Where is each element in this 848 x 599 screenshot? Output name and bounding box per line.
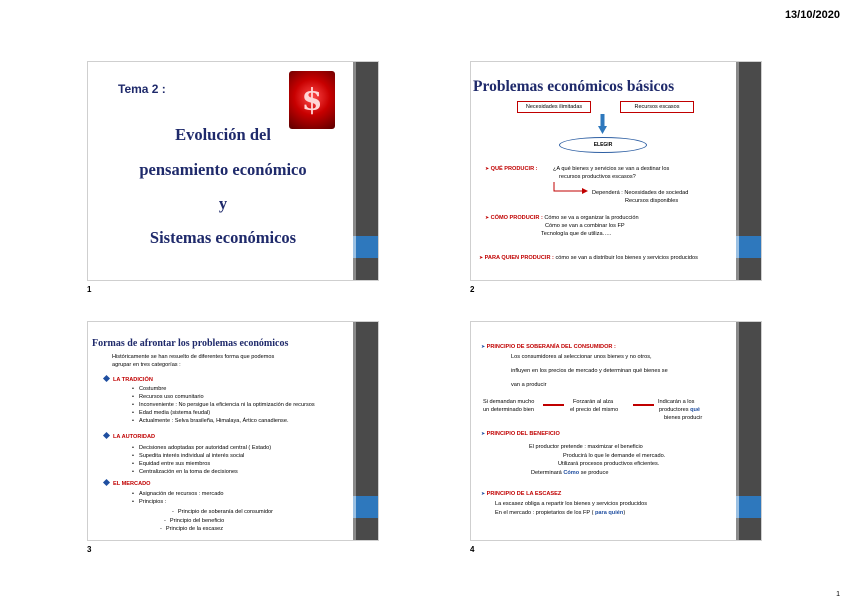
print-date: 13/10/2020: [784, 9, 840, 21]
slide-1-tema: Tema 2 :: [118, 82, 166, 96]
que-text: recursos productivos escasos?: [559, 174, 636, 180]
beneficio-text: Producirá lo que le demande el mercado.: [563, 453, 666, 459]
como-text: Cómo se va a organizar la producción: [544, 215, 639, 221]
sub-list-item: - Principio de soberanía del consumidor: [172, 508, 273, 516]
flow-step-3: bienes producir: [664, 415, 703, 421]
que-producir-label: QUÉ PRODUCIR :: [490, 166, 538, 172]
list-item: • Centralización en la toma de decisiones: [132, 469, 238, 475]
box-necesidades: Necesidades ilimitadas: [517, 101, 591, 113]
escasez-text: La escasez obliga a repartir los bienes y servicios producidos: [495, 501, 648, 507]
list-item: • Inconveniente : No persigue la eficiencia ni la optimización de recursos: [132, 402, 315, 408]
slide-number: 1: [87, 285, 92, 294]
slide-1-title-line: y: [218, 194, 228, 213]
slide-3-title: Formas de afrontar los problemas económicos: [92, 338, 289, 349]
diamond-bullet-icon: [103, 479, 110, 486]
dollar-logo-icon: $: [289, 71, 335, 129]
page-number: 1: [836, 591, 840, 598]
para-text: cómo se van a distribuir los bienes y servicios producidos: [555, 255, 698, 261]
heading-mercado: EL MERCADO: [113, 481, 151, 487]
slide-1-title-line: pensamiento económico: [139, 160, 307, 179]
flow-step-1: un determinado bien: [483, 407, 535, 413]
slide-accent: [739, 236, 761, 258]
slide-1-title-line: Evolución del: [175, 125, 271, 144]
beneficio-text: Utilizará procesos productivos eficientes.: [558, 461, 660, 467]
elegir-ellipse: ELEGIR: [559, 137, 647, 153]
para-quien-label: PARA QUIEN PRODUCIR :: [484, 255, 554, 261]
list-item: • Asignación de recursos : mercado: [132, 491, 224, 497]
heading-escasez: PRINCIPIO DE LA ESCASEZ: [486, 491, 562, 497]
beneficio-highlight: Cómo: [563, 470, 580, 476]
soberania-text: van a producir: [511, 382, 547, 388]
heading-soberania: PRINCIPIO DE SOBERANÍA DEL CONSUMIDOR :: [486, 344, 616, 350]
list-item: • Supedita interés individual al interés social: [132, 453, 244, 459]
flow-step-3: Indicarán a los: [658, 399, 695, 405]
list-item: • Actualmente : Selva brasileña, Himalaya, Ártico canadiense.: [132, 418, 289, 424]
diamond-bullet-icon: [103, 432, 110, 439]
beneficio-text: El productor pretende : maximizar el beneficio: [529, 444, 643, 450]
box-recursos: Recursos escasos: [620, 101, 694, 113]
slide-number: 4: [470, 545, 475, 554]
flow-step-3: productores: [659, 407, 691, 413]
flow-connector: [543, 404, 564, 406]
list-item: • Principios :: [132, 499, 166, 505]
heading-autoridad: LA AUTORIDAD: [113, 434, 156, 440]
list-item: • Equidad entre sus miembros: [132, 461, 210, 467]
right-arrow-icon: [553, 182, 589, 196]
slide-accent: [739, 496, 761, 518]
escasez-highlight: para quién: [595, 510, 624, 516]
como-text: Tecnología que de utiliza…..: [541, 231, 612, 237]
slide-3: [87, 321, 379, 541]
escasez-text: En el mercado : propietarios de los FP (: [495, 510, 596, 516]
flow-connector: [633, 404, 654, 406]
intro-text: agrupar en tres categorías :: [112, 362, 181, 368]
como-producir-label: CÓMO PRODUCIR :: [490, 215, 543, 221]
list-item: • Costumbre: [132, 386, 166, 392]
flow-step-1: Si demandan mucho: [483, 399, 535, 405]
slide-1: [87, 61, 379, 281]
diamond-bullet-icon: [103, 375, 110, 382]
sub-list-item: - Principio del beneficio: [164, 517, 224, 525]
slide-number: 2: [470, 285, 475, 294]
list-item: • Edad media (sistema feudal): [132, 410, 210, 416]
beneficio-text: se produce: [579, 470, 609, 476]
list-item: • Recursos uso comunitario: [132, 394, 204, 400]
heading-tradicion: LA TRADICIÓN: [113, 377, 153, 383]
slide-4: ➤ PRINCIPIO DE SOBERANÍA DEL CONSUMIDOR : Los consumidores al seleccionar unos bienes y no otros, influyen en los precios de mercado y determinan qué bienes se van a producir Si demandan mucho un determinado bien Forzarán al alza el precio del mismo Indicarán a los productores qué bienes producir ➤ PRINCIPIO DEL BENEFICIO El productor pretende : maximizar el beneficio Producirá lo que le demande el mercado. Utilizará procesos productivos eficientes. Determinará Cómo se produce ➤ PRINCIPIO DE LA ESCASEZ La escasez obliga a repartir los bienes y servicios producidos En el mercado : propietarios de los FP ( para quién): [470, 321, 762, 541]
flow-highlight: qué: [690, 407, 701, 413]
slide-accent: [356, 236, 378, 258]
slide-1-title-line: Sistemas económicos: [149, 228, 297, 247]
slide-2-title: Problemas económicos básicos: [473, 78, 675, 95]
slide-2: Problemas económicos básicos Necesidades ilimitadas Recursos escasos ELEGIR ➤ QUÉ PRODUCIR : ¿A qué bienes y servicios se van a destinar los recursos productivos escasos? Dependerá : Necesidades de sociedad Recursos disponibles ➤ CÓMO PRODUCIR : Cómo se va a organizar la producción Cómo se van a combinar los FP Tecnología que de utiliza….. ➤ PARA QUIEN PRODUCIR : cómo se van a distribuir los bienes y servicios producidos: [470, 61, 762, 281]
sub-list-item: - Principio de la escasez: [160, 525, 223, 533]
slide-number: 3: [87, 545, 92, 554]
intro-text: Históricamente se han resuelto de diferentes forma que podemos: [112, 354, 275, 360]
escasez-text: ): [623, 510, 626, 516]
depende-text: Dependerá : Necesidades de sociedad: [592, 190, 689, 196]
que-text: ¿A qué bienes y servicios se van a destinar los: [553, 166, 670, 172]
list-item: • Decisiones adoptadas por autoridad central ( Estado): [132, 445, 271, 451]
depende-text: Recursos disponibles: [625, 198, 679, 204]
flow-step-2: el precio del mismo: [570, 407, 619, 413]
down-arrow-icon: [598, 114, 607, 134]
flow-step-2: Forzarán al alza: [573, 399, 614, 405]
soberania-text: Los consumidores al seleccionar unos bienes y no otros,: [511, 354, 652, 360]
slide-accent: [356, 496, 378, 518]
como-text: Cómo se van a combinar los FP: [545, 223, 625, 229]
beneficio-text: Determinará: [531, 470, 564, 476]
heading-beneficio: PRINCIPIO DEL BENEFICIO: [486, 431, 560, 437]
soberania-text: influyen en los precios de mercado y determinan qué bienes se: [511, 368, 668, 374]
